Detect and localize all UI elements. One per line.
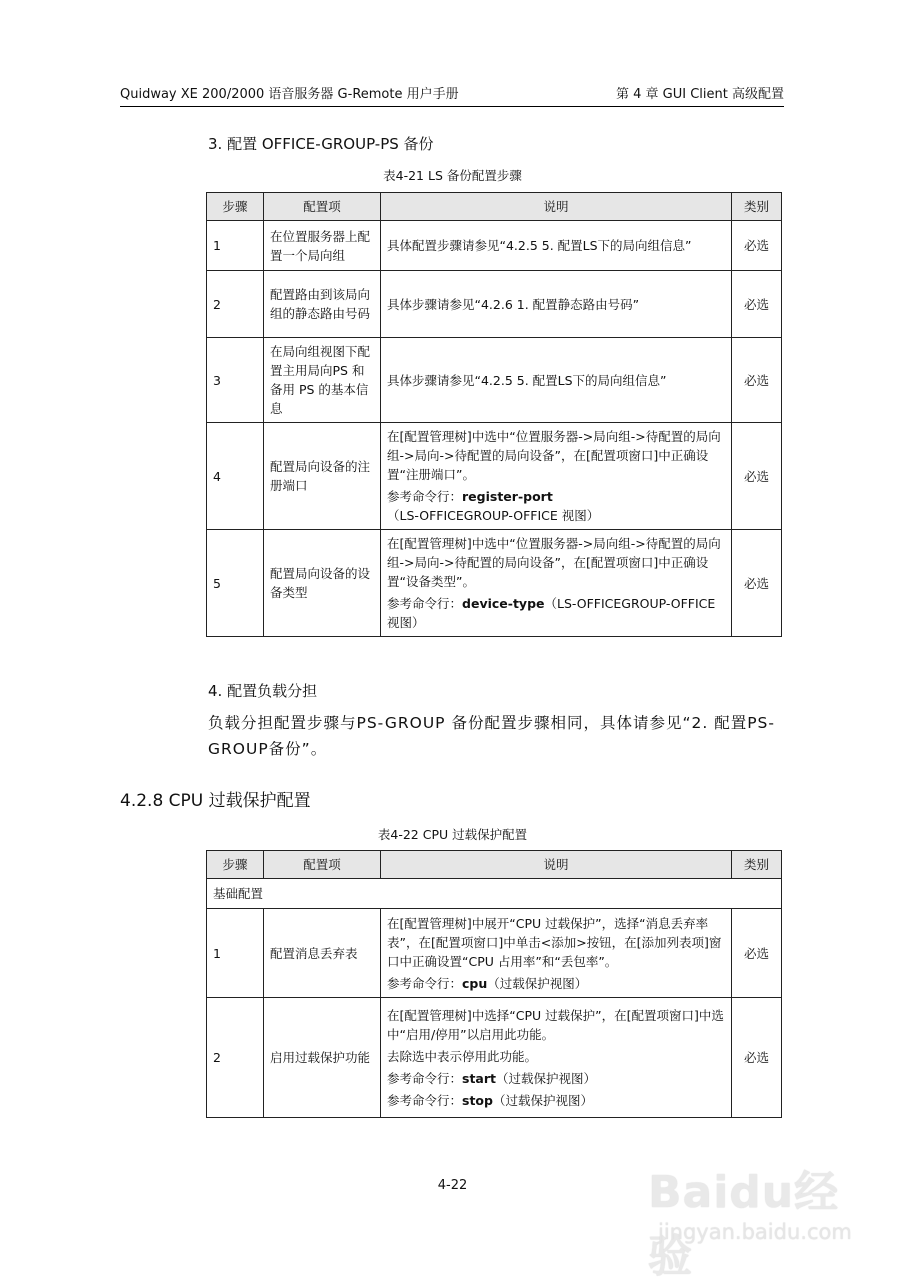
cell-category: 必选 <box>732 909 782 998</box>
cell-category: 必选 <box>732 221 782 271</box>
section-4-paragraph: 负载分担配置步骤与PS-GROUP 备份配置步骤相同，具体请参见“2. 配置PS-GROUP备份”。 <box>208 714 775 758</box>
page-number: 4-22 <box>437 1178 468 1193</box>
desc-text: 在[配置管理树]中选中“位置服务器->局向组->待配置的局向组->局向->待配置的局向设备”，在[配置项窗口]中正确设置“注册端口”。 <box>387 429 721 482</box>
table-row <box>207 423 782 530</box>
cell-step: 3 <box>207 338 264 423</box>
cell-category: 必选 <box>732 271 782 338</box>
cell-item: 配置消息丢弃表 <box>264 909 381 998</box>
cell-item: 配置局向设备的注册端口 <box>264 423 381 530</box>
col-header-step: 步骤 <box>207 193 264 221</box>
reference-command <box>387 974 725 993</box>
section-4-2-8-heading: 4.2.8 CPU 过载保护配置 <box>120 791 311 811</box>
col-header-item: 配置项 <box>264 851 381 879</box>
cmd-view: （LS-OFFICEGROUP-OFFICE 视图） <box>387 508 600 523</box>
cmd-keyword: register-port <box>462 489 553 504</box>
table-4-21 <box>206 192 782 637</box>
cmd-view: （过载保护视图） <box>487 975 588 991</box>
cell-step: 5 <box>207 530 264 637</box>
cell-category: 必选 <box>732 423 782 530</box>
cell-item: 在局向组视图下配置主用局向PS 和备用 PS 的基本信息 <box>264 338 381 423</box>
cmd-keyword: device-type <box>462 596 545 611</box>
cell-desc <box>381 530 732 637</box>
cell-step: 2 <box>207 271 264 338</box>
section-4-heading: 4. 配置负载分担 <box>208 682 318 700</box>
col-header-desc: 说明 <box>381 851 732 879</box>
cmd-prefix: 参考命令行： <box>387 596 463 611</box>
cell-desc: 具体配置步骤请参见“4.2.5 5. 配置LS下的局向组信息” <box>381 221 732 271</box>
cmd-view: （过载保护视图） <box>496 1070 597 1086</box>
cell-step: 1 <box>207 909 264 998</box>
col-header-desc: 说明 <box>381 193 732 221</box>
cmd-view: （过载保护视图） <box>492 1092 593 1108</box>
reference-command <box>387 1091 725 1110</box>
cell-desc: 具体步骤请参见“4.2.6 1. 配置静态路由号码” <box>381 271 732 338</box>
table-header-row <box>207 193 782 221</box>
group-label: 基础配置 <box>207 879 782 909</box>
cell-desc <box>381 998 732 1118</box>
desc-text: 去除选中表示停用此功能。 <box>387 1048 538 1064</box>
col-header-step: 步骤 <box>207 851 264 879</box>
table-4-22-caption: 表4-22 CPU 过载保护配置 <box>377 827 528 842</box>
col-header-item: 配置项 <box>264 193 381 221</box>
baidu-jingyan-watermark <box>630 1150 870 1282</box>
cell-category: 必选 <box>732 530 782 637</box>
cell-category: 必选 <box>732 998 782 1118</box>
table-row <box>207 998 782 1118</box>
cell-step: 2 <box>207 998 264 1118</box>
col-header-category: 类别 <box>732 851 782 879</box>
table-4-22 <box>206 850 782 1118</box>
watermark-logo: Baidu经验 <box>648 1167 840 1282</box>
col-header-category: 类别 <box>732 193 782 221</box>
header-title: Quidway XE 200/2000 语音服务器 G-Remote 用户手册 <box>120 87 459 102</box>
reference-command <box>387 1069 725 1088</box>
cmd-keyword: start <box>462 1070 497 1086</box>
table-row <box>207 530 782 637</box>
table-row <box>207 221 782 271</box>
cell-category: 必选 <box>732 338 782 423</box>
table-row <box>207 909 782 998</box>
cmd-prefix: 参考命令行： <box>387 975 463 991</box>
cell-desc <box>381 423 732 530</box>
cmd-keyword: stop <box>462 1092 493 1108</box>
cmd-view: （LS-OFFICEGROUP-OFFICE 视图） <box>387 596 716 630</box>
table-row <box>207 338 782 423</box>
table-4-21-caption: 表4-21 LS 备份配置步骤 <box>383 168 522 183</box>
cell-item: 在位置服务器上配置一个局向组 <box>264 221 381 271</box>
table-header-row <box>207 851 782 879</box>
cell-item: 配置局向设备的设备类型 <box>264 530 381 637</box>
section-3-heading: 3. 配置 OFFICE-GROUP-PS 备份 <box>208 135 434 153</box>
reference-command <box>387 487 725 525</box>
table-row <box>207 271 782 338</box>
cmd-prefix: 参考命令行： <box>387 1092 463 1108</box>
cell-item: 启用过载保护功能 <box>264 998 381 1118</box>
page-header <box>120 84 784 107</box>
group-row <box>207 879 782 909</box>
header-chapter: 第 4 章 GUI Client 高级配置 <box>616 87 784 102</box>
cell-desc: 具体步骤请参见“4.2.5 5. 配置LS下的局向组信息” <box>381 338 732 423</box>
cell-item: 配置路由到该局向组的静态路由号码 <box>264 271 381 338</box>
cell-desc <box>381 909 732 998</box>
reference-command <box>387 594 725 632</box>
cmd-prefix: 参考命令行： <box>387 489 463 504</box>
desc-text: 在[配置管理树]中展开“CPU 过载保护”，选择“消息丢弃率表”，在[配置项窗口]中单击<添加>按钮，在[添加列表项]窗口中正确设置“CPU 占用率”和“丢包率”。 <box>387 915 722 969</box>
desc-text: 在[配置管理树]中选择“CPU 过载保护”，在[配置项窗口]中选中“启用/停用”以启用此功能。 <box>387 1007 724 1042</box>
cell-step: 1 <box>207 221 264 271</box>
desc-text: 在[配置管理树]中选中“位置服务器->局向组->待配置的局向组->局向->待配置的局向设备”，在[配置项窗口]中正确设置“设备类型”。 <box>387 536 721 589</box>
cmd-keyword: cpu <box>462 975 488 991</box>
watermark-url: jingyan.baidu.com <box>658 1220 852 1244</box>
cell-step: 4 <box>207 423 264 530</box>
cmd-prefix: 参考命令行： <box>387 1070 463 1086</box>
